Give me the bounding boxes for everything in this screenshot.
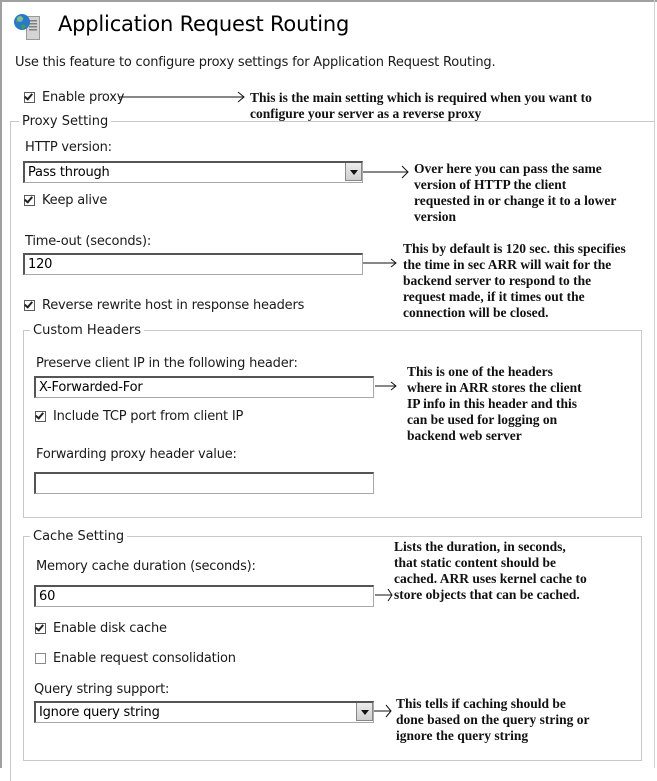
checkbox-checked-icon[interactable] <box>24 300 35 311</box>
timeout-label: Time-out (seconds): <box>25 234 152 249</box>
forwarding-proxy-label: Forwarding proxy header value: <box>36 447 237 462</box>
memory-cache-input[interactable] <box>34 585 374 607</box>
page-description: Use this feature to configure proxy settings for Application Request Routing. <box>15 55 496 70</box>
enable-proxy-checkbox[interactable] <box>24 90 124 105</box>
disk-cache-checkbox[interactable] <box>35 621 167 636</box>
http-version-label: HTTP version: <box>25 140 112 155</box>
request-consolidation-checkbox[interactable] <box>35 651 236 666</box>
enable-proxy-label: Enable proxy <box>42 90 125 105</box>
cache-setting-legend: Cache Setting <box>30 529 127 544</box>
reverse-rewrite-checkbox[interactable] <box>24 298 304 313</box>
custom-headers-legend: Custom Headers <box>30 323 144 338</box>
checkbox-checked-icon[interactable] <box>24 92 35 103</box>
checkbox-checked-icon[interactable] <box>35 623 46 634</box>
query-string-selected: Ignore query string <box>39 705 160 720</box>
memory-cache-label: Memory cache duration (seconds): <box>36 559 256 574</box>
http-version-select[interactable] <box>23 161 363 183</box>
annotation-arrow-timeout <box>363 257 399 269</box>
preserve-ip-label: Preserve client IP in the following header: <box>36 356 298 371</box>
forwarding-proxy-input[interactable] <box>34 472 374 494</box>
http-version-selected: Pass through <box>28 165 110 180</box>
annotation-enable-proxy: This is the main setting which is required when you want to configure your server as a reverse proxy <box>250 90 592 121</box>
annotation-arrow-memory-cache <box>375 589 395 603</box>
annotation-arrow-http-version <box>363 165 411 179</box>
server-globe-icon <box>12 12 46 42</box>
keep-alive-checkbox[interactable] <box>24 193 107 208</box>
include-tcp-port-label: Include TCP port from client IP <box>53 409 244 424</box>
annotation-timeout: This by default is 120 sec. this specifies the time in sec ARR will wait for the backend server to respond to the request made, if it times out the connection will be closed. <box>403 241 626 320</box>
checkbox-checked-icon[interactable] <box>35 411 46 422</box>
chevron-down-icon[interactable] <box>345 163 362 181</box>
disk-cache-label: Enable disk cache <box>53 621 167 636</box>
timeout-input[interactable] <box>23 253 363 275</box>
preserve-ip-input[interactable] <box>34 376 374 398</box>
proxy-setting-legend: Proxy Setting <box>19 114 111 129</box>
annotation-arrow-preserve-ip <box>375 380 399 392</box>
query-string-label: Query string support: <box>34 682 170 697</box>
window-frame-left <box>0 0 2 768</box>
chevron-down-icon[interactable] <box>356 703 373 721</box>
checkbox-checked-icon[interactable] <box>24 195 35 206</box>
annotation-http-version: Over here you can pass the same version of HTTP the client requested in or change it to a lower version <box>414 161 617 224</box>
annotation-preserve-ip: This is one of the headers where in ARR stores the client IP info in this header and this can be used for logging on backend web server <box>407 364 582 443</box>
annotation-arrow-enable-proxy <box>119 91 247 103</box>
page-title: Application Request Routing <box>58 12 350 36</box>
annotation-memory-cache: Lists the duration, in seconds, that static content should be cached. ARR uses kernel cache to store objects that can be cached. <box>394 539 587 602</box>
keep-alive-label: Keep alive <box>42 193 108 208</box>
reverse-rewrite-label: Reverse rewrite host in response headers <box>42 298 305 313</box>
checkbox-unchecked-icon[interactable] <box>35 653 46 664</box>
window-frame-top <box>0 0 657 2</box>
include-tcp-port-checkbox[interactable] <box>35 409 243 424</box>
annotation-arrow-query-string <box>374 704 394 718</box>
query-string-select[interactable] <box>34 701 374 723</box>
request-consolidation-label: Enable request consolidation <box>53 651 236 666</box>
annotation-query-string: This tells if caching should be done based on the query string or ignore the query string <box>396 696 590 743</box>
